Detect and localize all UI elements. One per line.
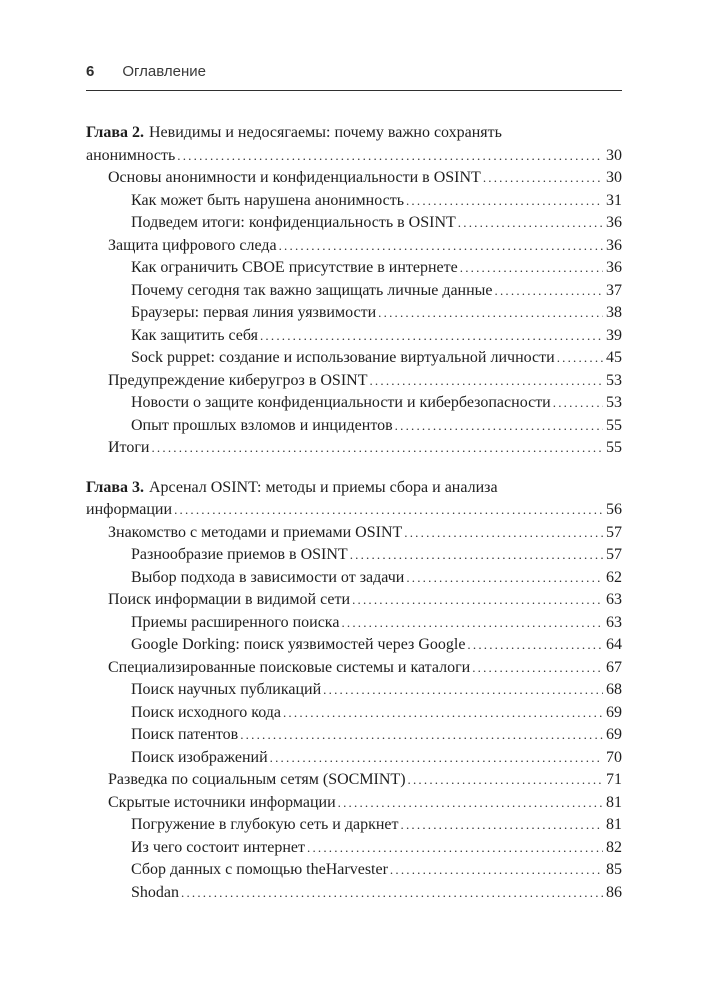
toc-page-number: 56 [606,501,622,518]
toc-page-number: 63 [606,591,622,608]
dot-leader [307,837,603,860]
toc-item [86,437,622,460]
toc-item [86,837,622,860]
toc-chapter-title-wrap: анонимность [86,146,176,164]
toc-item-title: Sock puppet: создание и использование виртуальной личности [131,349,555,366]
toc-item-title: Shodan [131,883,179,901]
toc-page-number: 69 [606,726,622,743]
dot-leader [557,347,603,370]
toc-item-title: Подведем итоги: конфиденциальность в OSINT [131,214,456,231]
dot-leader [401,814,603,837]
toc-page-number: 57 [606,546,622,563]
dot-leader [406,190,603,213]
toc-page-number: 67 [606,658,622,676]
toc-item [86,392,622,415]
dot-leader [404,522,603,545]
toc-item-title: Поиск исходного кода [131,703,281,721]
toc-item-title: Предупреждение киберугроз в OSINT [108,371,368,389]
toc-page-number: 86 [606,883,622,901]
toc-page-number: 70 [606,748,622,766]
dot-leader [323,679,603,702]
toc-item-title: Как защитить себя [131,326,258,344]
toc-item-title: Сбор данных с помощью theHarvester [131,861,388,878]
dot-leader [181,882,603,905]
toc-item [86,415,622,438]
toc-item [86,190,622,213]
page-header [86,63,622,91]
toc-item [86,235,622,258]
toc-page-number: 53 [606,394,622,411]
toc-chapter-heading-line2 [86,145,622,168]
toc-page-number: 85 [606,861,622,878]
dot-leader [390,859,603,882]
toc-item [86,859,622,882]
toc-page-number: 36 [606,236,622,254]
toc-item-title: Почему сегодня так важно защищать личные данные [131,281,493,299]
toc-page-number: 36 [606,214,622,231]
toc-item [86,792,622,815]
toc-item-title: Из чего состоит интернет [131,838,305,856]
toc-item-title: Скрытые источники информации [108,793,336,811]
toc-page-number: 81 [606,816,622,833]
toc-item-title: Знакомство с методами и приемами OSINT [108,523,403,541]
toc-item-title: Опыт прошлых взломов и инцидентов [131,416,393,434]
toc-page-number: 36 [606,259,622,276]
dot-leader [460,257,603,280]
toc-item [86,679,622,702]
dot-leader [341,612,603,635]
toc-item-title: Специализированные поисковые системы и каталоги [108,658,471,676]
toc-page-number: 71 [606,771,622,788]
toc-item-title: Браузеры: первая линия уязвимости [131,304,377,321]
toc-item [86,212,622,235]
dot-leader [283,702,603,725]
toc-item-title: Поиск патентов [131,726,239,743]
dot-leader [279,235,603,258]
toc-page-number: 63 [606,613,622,631]
dot-leader [395,415,603,438]
toc-item [86,280,622,303]
dot-leader [338,792,603,815]
dot-leader [378,302,603,325]
dot-leader [406,567,603,590]
toc-item [86,747,622,770]
toc-item-title: Поиск информации в видимой сети [108,591,351,608]
toc-item [86,612,622,635]
dot-leader [483,167,603,190]
toc-chapter-heading-text [86,477,498,500]
toc-chapter-title: Арсенал OSINT: методы и приемы сбора и анализа [149,478,498,496]
dot-leader [270,747,603,770]
toc-page-number: 38 [606,304,622,321]
toc-item-title: Погружение в глубокую сеть и даркнет [131,816,399,833]
dot-leader [352,589,603,612]
toc-page-number: 37 [606,281,622,299]
toc-item [86,814,622,837]
toc-chapter-number: Глава 3. [86,478,144,496]
dot-leader [408,769,603,792]
toc-item-title: Разнообразие приемов в OSINT [131,546,348,563]
dot-leader [151,437,603,460]
toc-item [86,325,622,348]
toc-chapter-title: Невидимы и недосягаемы: почему важно сохранять [149,124,502,141]
toc-chapter-heading-line1 [86,122,622,145]
toc-item-title: Итоги [108,439,150,456]
toc-item [86,769,622,792]
toc-page-number: 55 [606,439,622,456]
toc-page-number: 39 [606,326,622,344]
toc-item [86,589,622,612]
toc-item-title: Google Dorking: поиск уязвимостей через Google [131,636,466,653]
toc-item [86,302,622,325]
dot-leader [467,634,603,657]
toc-chapter-number: Глава 2. [86,124,144,141]
toc-list [86,122,622,904]
dot-leader [240,724,603,747]
toc-chapter-title-wrap: информации [86,501,173,518]
toc-item [86,702,622,725]
toc-item [86,657,622,680]
toc-item [86,167,622,190]
toc-page-number: 81 [606,793,622,811]
toc-item [86,257,622,280]
toc-page-number: 53 [606,371,622,389]
toc-item-title: Как ограничить СВОЕ присутствие в интернете [131,259,458,276]
toc-item [86,522,622,545]
toc-item [86,634,622,657]
toc-page-number: 68 [606,681,622,698]
toc-item-title: Поиск научных публикаций [131,681,322,698]
toc-item [86,724,622,747]
toc-page-number: 55 [606,416,622,434]
dot-leader [350,544,603,567]
toc-page-number: 45 [606,349,622,366]
dot-leader [553,392,603,415]
toc-page-number: 30 [606,169,622,186]
dot-leader [495,280,603,303]
header-title: Оглавление [122,63,206,80]
dot-leader [369,370,603,393]
toc-page-number: 69 [606,703,622,721]
toc-item [86,567,622,590]
toc-page-number: 64 [606,636,622,653]
toc-page-number: 82 [606,838,622,856]
toc-item-title: Защита цифрового следа [108,236,277,254]
toc-item-title: Приемы расширенного поиска [131,613,340,631]
dot-leader [458,212,603,235]
toc-page-number: 57 [606,523,622,541]
toc-item-title: Выбор подхода в зависимости от задачи [131,568,405,586]
toc-page-number: 31 [606,191,622,209]
toc-chapter-heading-text [86,122,502,145]
toc-item [86,347,622,370]
toc-item [86,544,622,567]
toc-item-title: Как может быть нарушена анонимность [131,191,404,209]
toc-item [86,882,622,905]
dot-leader [174,499,603,522]
dot-leader [177,145,603,168]
toc-page-number: 30 [606,146,622,164]
dot-leader [260,325,603,348]
dot-leader [472,657,603,680]
toc-item-title: Основы анонимности и конфиденциальности в OSINT [108,169,481,186]
toc-item-title: Поиск изображений [131,748,268,766]
toc-page-number: 62 [606,568,622,586]
toc-item [86,370,622,393]
toc-chapter [86,477,622,905]
toc-item-title: Новости о защите конфиденциальности и кибербезопасности [131,394,551,411]
toc-chapter [86,122,622,460]
page-number: 6 [86,63,95,80]
toc-chapter-heading-line2 [86,499,622,522]
toc-item-title: Разведка по социальным сетям (SOCMINT) [108,771,406,788]
toc-chapter-heading-line1 [86,477,622,500]
